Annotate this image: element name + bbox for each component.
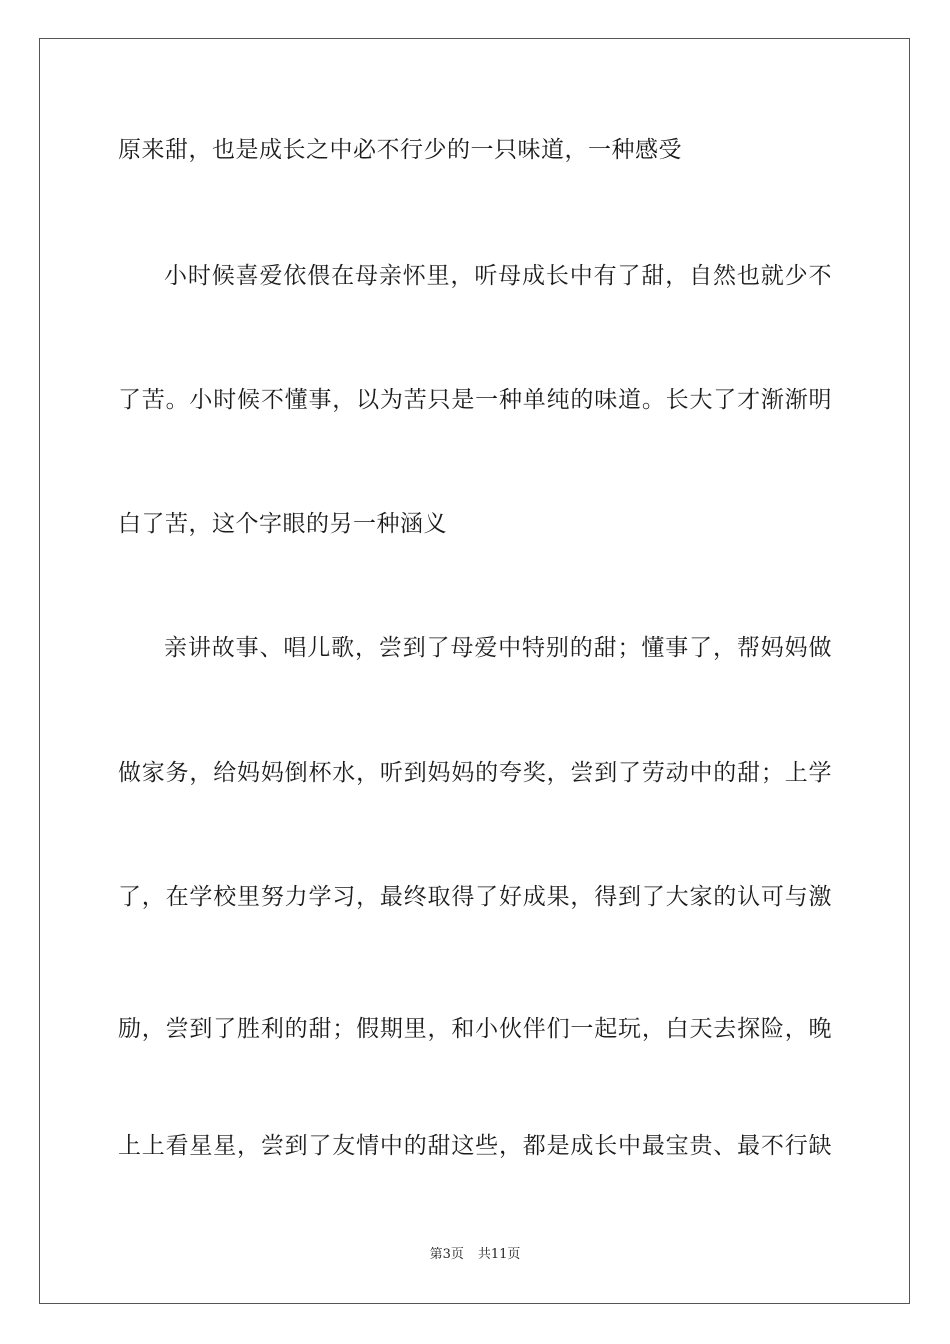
text-line-4: 白了苦，这个字眼的另一种涵义: [118, 511, 447, 537]
text-line-6: 做家务，给妈妈倒杯水，听到妈妈的夸奖，尝到了劳动中的甜；上学: [118, 760, 832, 786]
text-line-2: 小时候喜爱依偎在母亲怀里，听母成长中有了甜，自然也就少不: [164, 263, 832, 289]
text-line-3: 了苦。小时候不懂事，以为苦只是一种单纯的味道。长大了才渐渐明: [118, 387, 832, 413]
total-pages: 共11页: [477, 1247, 521, 1262]
text-line-1: 原来甜，也是成长之中必不行少的一只味道，一种感受: [118, 137, 682, 163]
page-number: 第3页: [429, 1247, 464, 1262]
page-footer: [0, 1246, 950, 1264]
text-line-8: 励，尝到了胜利的甜；假期里，和小伙伴们一起玩，白天去探险，晚: [118, 1016, 832, 1042]
text-line-9: 上上看星星，尝到了友情中的甜这些，都是成长中最宝贵、最不行缺: [118, 1133, 832, 1159]
text-line-5: 亲讲故事、唱儿歌，尝到了母爱中特别的甜；懂事了，帮妈妈做: [164, 635, 832, 661]
page-border: [39, 38, 910, 1304]
text-line-7: 了，在学校里努力学习，最终取得了好成果，得到了大家的认可与激: [118, 884, 832, 910]
